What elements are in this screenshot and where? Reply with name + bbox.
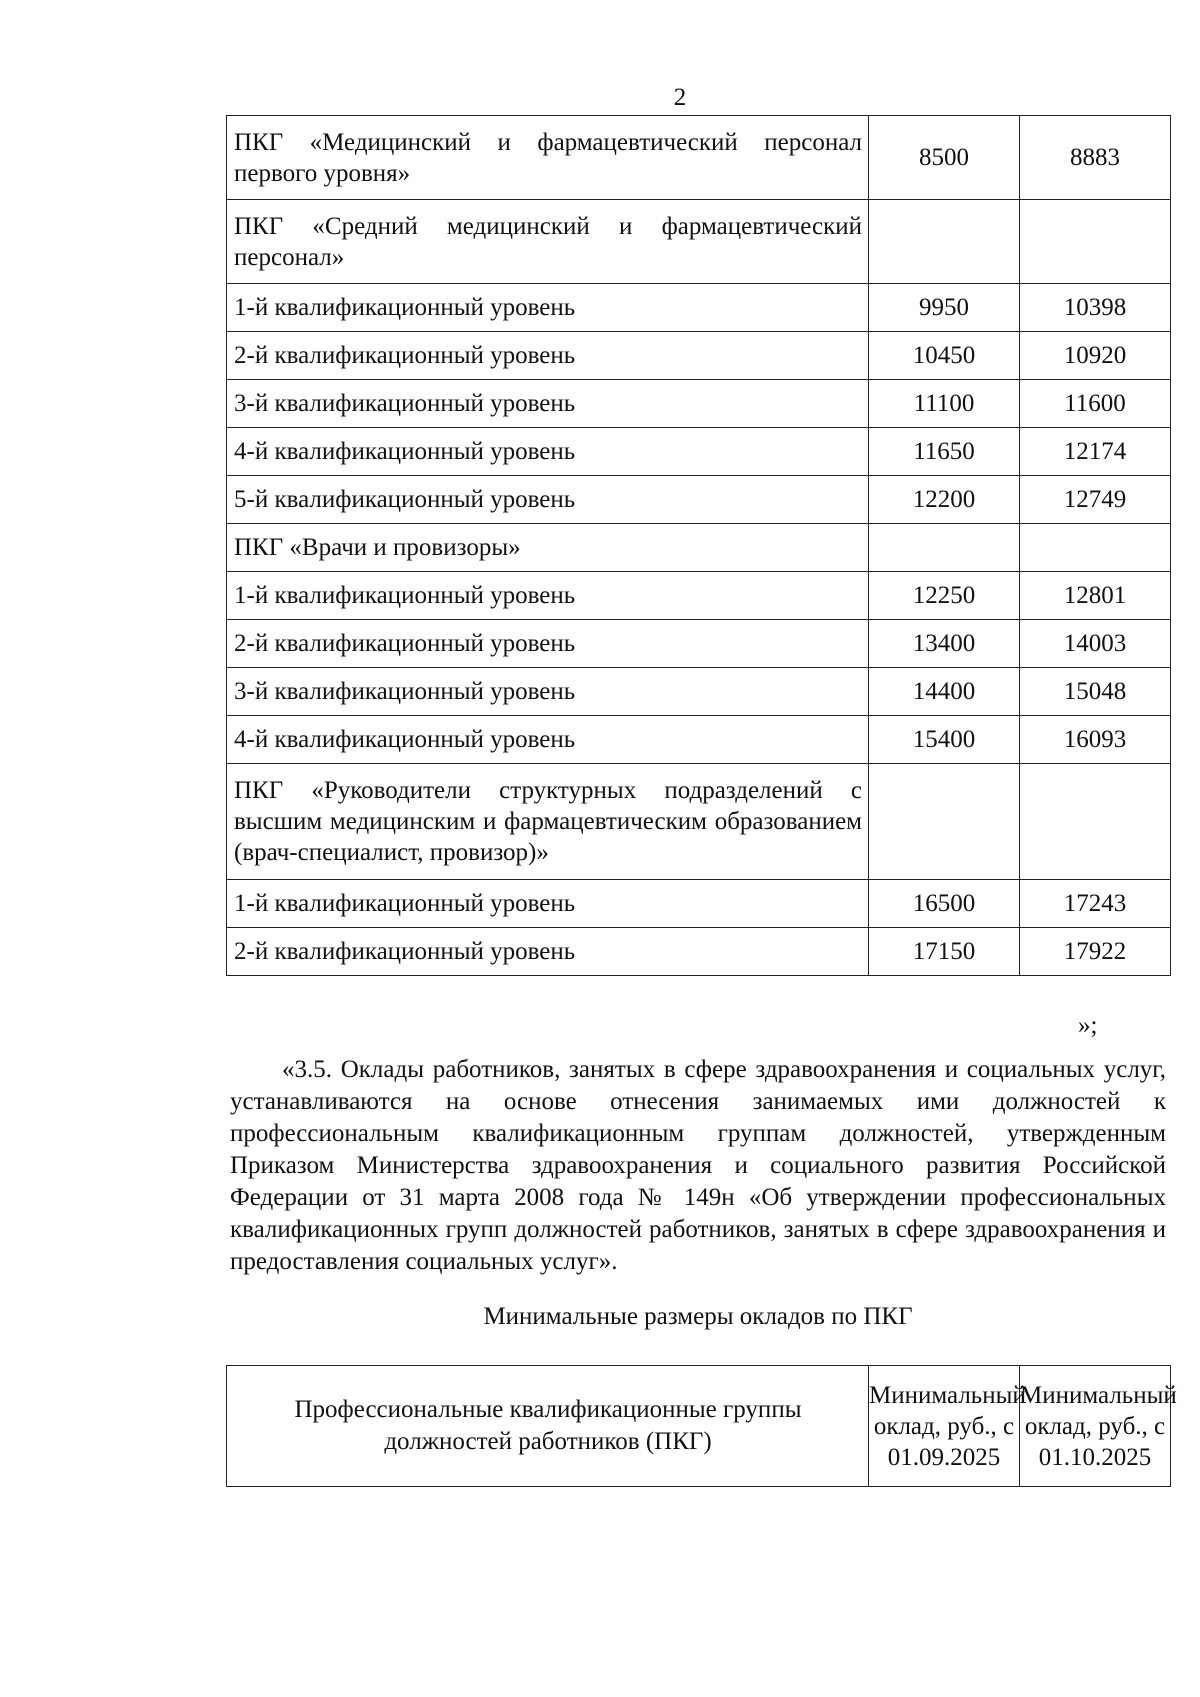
row-value-sep [869, 524, 1020, 572]
row-name: 1-й квалификационный уровень [227, 880, 869, 928]
row-value-oct [1020, 524, 1171, 572]
row-value-sep: 13400 [869, 620, 1020, 668]
row-value-oct: 17922 [1020, 928, 1171, 976]
row-value-oct: 17243 [1020, 880, 1171, 928]
row-value-oct: 12749 [1020, 476, 1171, 524]
salary-table [226, 115, 1171, 976]
row-value-sep: 10450 [869, 332, 1020, 380]
row-name: 3-й квалификационный уровень [227, 668, 869, 716]
table-row [227, 668, 1171, 716]
row-value-sep: 17150 [869, 928, 1020, 976]
row-name: 4-й квалификационный уровень [227, 716, 869, 764]
section-3-5-paragraph: «3.5. Оклады работников, занятых в сфере здравоохранения и социальных услуг, устанавливаются на основе отнесения занимаемых ими должностей к профессиональным квалификационным группам должностей, утвержденным Приказом Министерства здравоохранения и социального развития Российской Федерации от 31 марта 2008 года № 149н «Об утверждении профессиональных квалификационных групп должностей работников, занятых в сфере здравоохранения и предоставления социальных услуг». [230, 1056, 1166, 1275]
row-value-sep: 8500 [869, 116, 1020, 200]
header-pkg-groups: Профессиональные квалификационные группы должностей работников (ПКГ) [227, 1366, 869, 1487]
row-name: 1-й квалификационный уровень [227, 284, 869, 332]
closing-quote: »; [1078, 1012, 1098, 1039]
table-row [227, 428, 1171, 476]
row-value-sep: 12200 [869, 476, 1020, 524]
row-value-oct: 12801 [1020, 572, 1171, 620]
row-name: ПКГ «Врачи и провизоры» [227, 524, 869, 572]
row-name: 2-й квалификационный уровень [227, 928, 869, 976]
table-row [227, 928, 1171, 976]
table-row [227, 380, 1171, 428]
row-name: 2-й квалификационный уровень [227, 332, 869, 380]
row-value-sep: 11650 [869, 428, 1020, 476]
table-row [227, 764, 1171, 880]
row-value-oct: 14003 [1020, 620, 1171, 668]
table-row [227, 116, 1171, 200]
table-row [227, 620, 1171, 668]
header-min-salary-sep: Минимальный оклад, руб., с 01.09.2025 [869, 1366, 1020, 1487]
row-value-sep: 11100 [869, 380, 1020, 428]
salary-table-body [227, 116, 1171, 976]
table-row [227, 476, 1171, 524]
row-value-sep [869, 200, 1020, 284]
row-value-oct [1020, 200, 1171, 284]
row-value-sep: 15400 [869, 716, 1020, 764]
table-row [227, 572, 1171, 620]
table-row [227, 332, 1171, 380]
row-value-oct [1020, 764, 1171, 880]
table-row [227, 524, 1171, 572]
row-value-oct: 15048 [1020, 668, 1171, 716]
table-row [227, 200, 1171, 284]
row-name: 5-й квалификационный уровень [227, 476, 869, 524]
row-name: 4-й квалификационный уровень [227, 428, 869, 476]
row-name: ПКГ «Средний медицинский и фармацевтический персонал» [227, 200, 869, 284]
row-name: ПКГ «Медицинский и фармацевтический персонал первого уровня» [227, 116, 869, 200]
row-name: 2-й квалификационный уровень [227, 620, 869, 668]
table-row [227, 716, 1171, 764]
row-value-oct: 10398 [1020, 284, 1171, 332]
page-number: 2 [673, 84, 687, 111]
row-value-sep: 12250 [869, 572, 1020, 620]
row-value-oct: 8883 [1020, 116, 1171, 200]
row-value-sep: 14400 [869, 668, 1020, 716]
row-value-sep [869, 764, 1020, 880]
header-min-salary-oct: Минимальный оклад, руб., с 01.10.2025 [1020, 1366, 1171, 1487]
row-name: 1-й квалификационный уровень [227, 572, 869, 620]
row-value-sep: 16500 [869, 880, 1020, 928]
table-row [227, 284, 1171, 332]
row-value-oct: 11600 [1020, 380, 1171, 428]
row-name: 3-й квалификационный уровень [227, 380, 869, 428]
row-value-oct: 16093 [1020, 716, 1171, 764]
row-value-sep: 9950 [869, 284, 1020, 332]
row-value-oct: 10920 [1020, 332, 1171, 380]
table-subtitle: Минимальные размеры окладов по ПКГ [483, 1303, 913, 1330]
table-header-row [227, 1366, 1171, 1487]
min-salary-table [226, 1365, 1177, 1487]
row-value-oct: 12174 [1020, 428, 1171, 476]
table-row [227, 880, 1171, 928]
row-name: ПКГ «Руководители структурных подразделений с высшим медицинским и фармацевтическим образованием (врач-специалист, провизор)» [227, 764, 869, 880]
